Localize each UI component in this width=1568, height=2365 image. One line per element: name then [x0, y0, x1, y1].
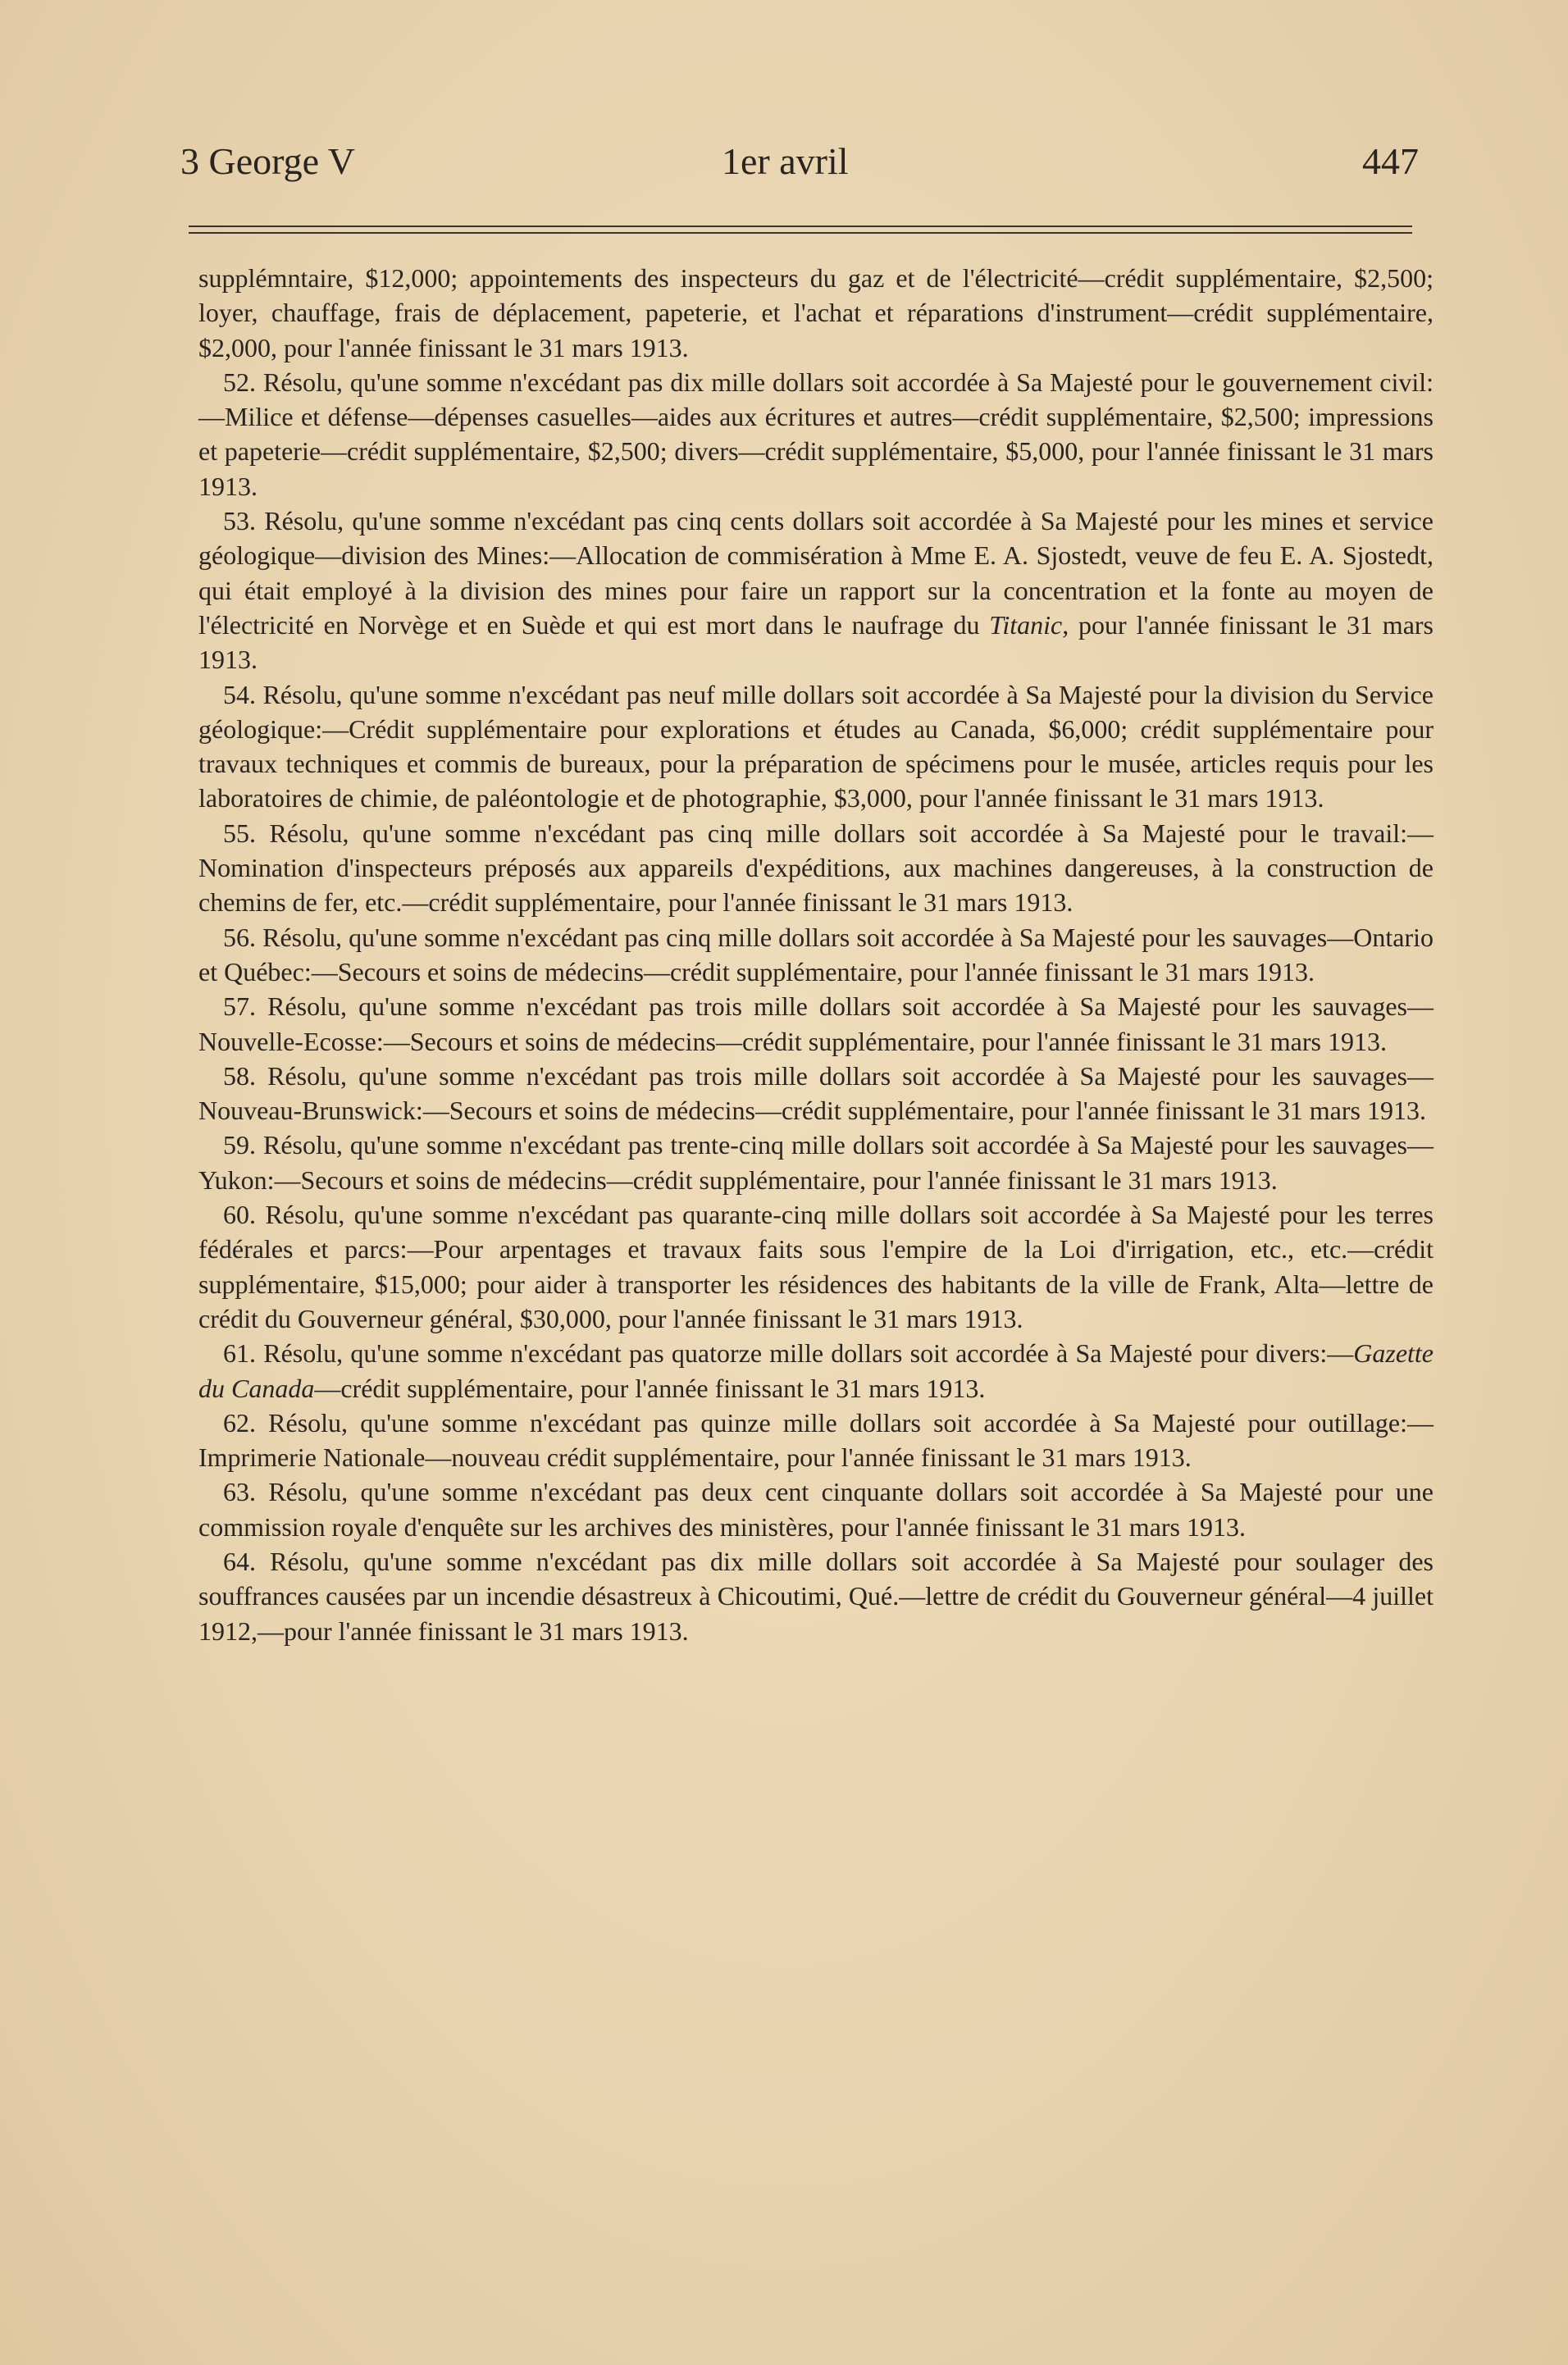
- resolution-53-text-end: pour l'année finissant le 31 mars 1913.: [198, 609, 1434, 675]
- body-text: [198, 261, 1434, 1648]
- resolution-55: 55. Résolu, qu'une somme n'excédant pas cinq mille dollars soit accordée à Sa Majesté pour le travail:—Nomination d'inspecteurs préposés aux appareils d'expéditions, aux machines dangereuses, à la construction de chemins de fer, etc.—crédit supplémentaire, pour l'année finissant le 31 mars 1913.: [198, 818, 1434, 918]
- resolution-61-text-end: —crédit supplémentaire, pour l'année finissant le 31 mars 1913.: [314, 1373, 986, 1403]
- header-rule-top: [189, 226, 1412, 227]
- resolution-61: [198, 1336, 1434, 1406]
- resolution-61-text: 61. Résolu, qu'une somme n'excédant pas quatorze mille dollars soit accordée à Sa Majesté pour divers:—: [223, 1338, 1354, 1369]
- header-rule-bottom: [189, 232, 1412, 234]
- resolution-63: 63. Résolu, qu'une somme n'excédant pas deux cent cinquante dollars soit accordée à Sa Majesté pour une commission royale d'enquête sur les archives des ministères, pour l'année finissant le 31 mars 1913.: [198, 1477, 1434, 1542]
- resolution-58: 58. Résolu, qu'une somme n'excédant pas trois mille dollars soit accordée à Sa Majesté pour les sauvages—Nouveau-Brunswick:—Secours et soins de médecins—crédit supplémentaire, pour l'année finissant le 31 mars 1913.: [198, 1060, 1434, 1126]
- running-header: [180, 139, 1419, 197]
- resolution-57: 57. Résolu, qu'une somme n'excédant pas trois mille dollars soit accordée à Sa Majesté pour les sauvages—Nouvelle-Ecosse:—Secours et soins de médecins—crédit supplémentaire, pour l'année finissant le 31 mars 1913.: [198, 991, 1434, 1056]
- resolution-53-text: 53. Résolu, qu'une somme n'excédant pas cinq cents dollars soit accordée à Sa Majesté pour les mines et service géologique—division des Mines:—Allocation de commisération à Mme E. A. Sjostedt, veuve de feu E. A. Sjostedt, qui était employé à la division des mines pour faire un rapport sur la concentration et la fonte au moyen de l'électricité en Norvège et en Suède et qui est mort dans le naufrage du: [198, 506, 1434, 640]
- paragraph-continuation: supplémntaire, $12,000; appointements des inspecteurs du gaz et de l'électricité—crédit supplémentaire, $2,500; loyer, chauffage, frais de déplacement, papeterie, et l'achat et réparations d'instrument—crédit supplémentaire, $2,000, pour l'année finissant le 31 mars 1913.: [198, 263, 1434, 362]
- resolution-56: 56. Résolu, qu'une somme n'excédant pas cinq mille dollars soit accordée à Sa Majesté pour les sauvages—Ontario et Québec:—Secours et soins de médecins—crédit supplémentaire, pour l'année finissant le 31 mars 1913.: [198, 922, 1434, 987]
- resolution-64: 64. Résolu, qu'une somme n'excédant pas dix mille dollars soit accordée à Sa Majesté pour soulager des souffrances causées par un incendie désastreux à Chicoutimi, Qué.—lettre de crédit du Gouverneur général—4 juillet 1912,—pour l'année finissant le 31 mars 1913.: [198, 1546, 1434, 1646]
- resolution-53-italic: Titanic,: [989, 609, 1069, 640]
- resolution-53: [198, 504, 1434, 677]
- resolution-54: 54. Résolu, qu'une somme n'excédant pas neuf mille dollars soit accordée à Sa Majesté pour la division du Service géologique:—Crédit supplémentaire pour explorations et études au Canada, $6,000; crédit supplémentaire pour travaux techniques et commis de bureaux, pour la préparation de spécimens pour le musée, articles requis pour les laboratoires de chimie, de paléontologie et de photographie, $3,000, pour l'année finissant le 31 mars 1913.: [198, 679, 1434, 813]
- resolution-62: 62. Résolu, qu'une somme n'excédant pas quinze mille dollars soit accordée à Sa Majesté pour outillage:—Imprimerie Nationale—nouveau crédit supplémentaire, pour l'année finissant le 31 mars 1913.: [198, 1407, 1434, 1473]
- resolution-52: 52. Résolu, qu'une somme n'excédant pas dix mille dollars soit accordée à Sa Majesté pour le gouvernement civil:—Milice et défense—dépenses casuelles—aides aux écritures et autres—crédit supplémentaire, $2,500; impressions et papeterie—crédit supplémentaire, $2,500; divers—crédit supplémentaire, $5,000, pour l'année finissant le 31 mars 1913.: [198, 367, 1434, 501]
- page-number: 447: [1362, 140, 1419, 182]
- resolution-59: 59. Résolu, qu'une somme n'excédant pas trente-cinq mille dollars soit accordée à Sa Majesté pour les sauvages—Yukon:—Secours et soins de médecins—crédit supplémentaire, pour l'année finissant le 31 mars 1913.: [198, 1130, 1434, 1195]
- resolution-61-italic: Gazette du Canada: [198, 1338, 1434, 1403]
- header-session: 3 George V: [180, 140, 355, 182]
- resolution-60: 60. Résolu, qu'une somme n'excédant pas quarante-cinq mille dollars soit accordée à Sa Majesté pour les terres fédérales et parcs:—Pour arpentages et travaux faits sous l'empire de la Loi d'irrigation, etc., etc.—crédit supplémentaire, $15,000; pour aider à transporter les résidences des habitants de la ville de Frank, Alta—lettre de crédit du Gouverneur général, $30,000, pour l'année finissant le 31 mars 1913.: [198, 1200, 1434, 1333]
- header-date: 1er avril: [722, 140, 849, 182]
